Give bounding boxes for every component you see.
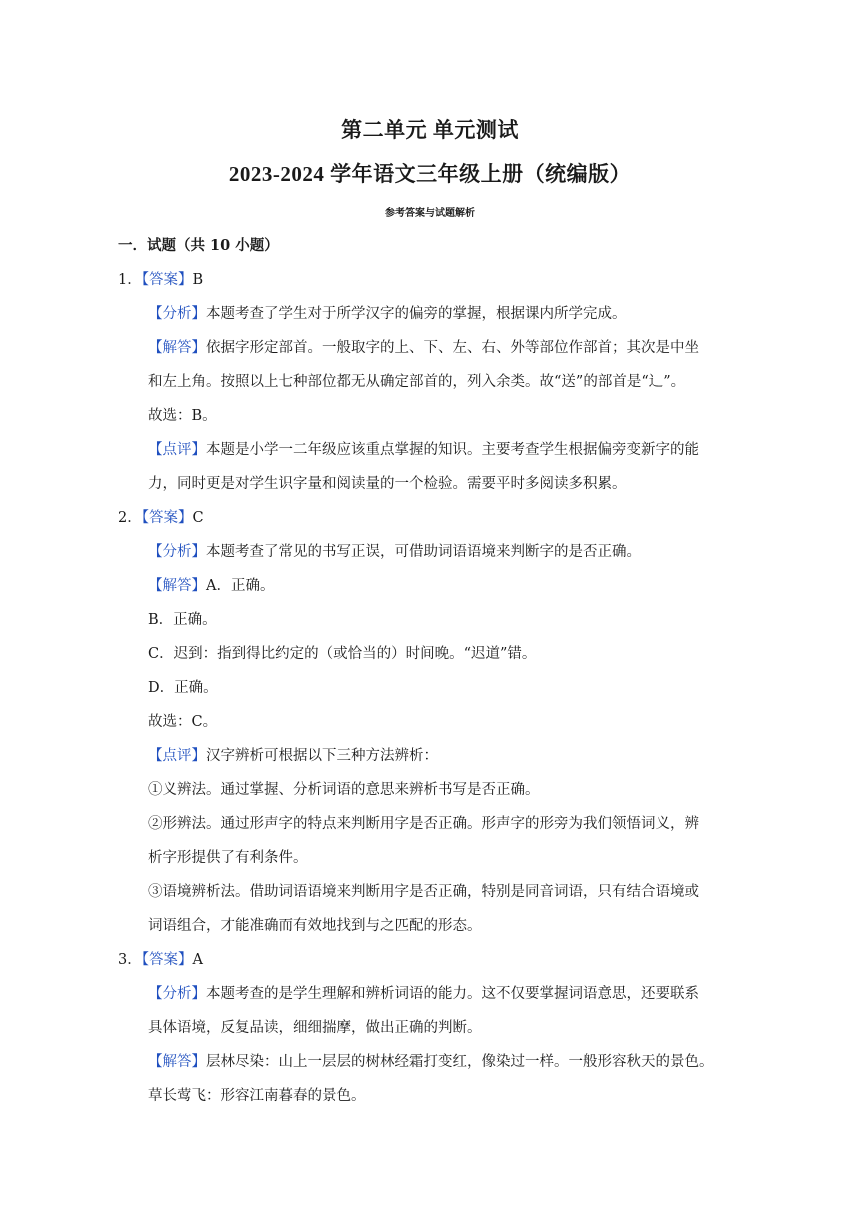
q3-analysis-line-2: 具体语境，反复品读，细细揣摩，做出正确的判断。 xyxy=(148,1020,482,1036)
q2-solution-line-4: D．正确。 xyxy=(148,680,218,696)
comment-tag: 【点评】 xyxy=(148,442,206,458)
q1-comment-line-1 xyxy=(148,440,699,460)
q2-solution-line-2: B．正确。 xyxy=(148,612,217,628)
q3-solution-line-1 xyxy=(148,1052,714,1072)
q2-number: 2． xyxy=(118,510,142,526)
q2-answer: C xyxy=(192,510,204,526)
solution-tag: 【解答】 xyxy=(148,1054,206,1070)
q1-comment-line-2: 力，同时更是对学生识字量和阅读量的一个检验。需要平时多阅读多积累。 xyxy=(148,476,627,492)
q2-answer-line xyxy=(118,508,204,528)
q1-analysis-text: 本题考查了学生对于所学汉字的偏旁的掌握，根据课内所学完成。 xyxy=(206,306,627,322)
q1-solution-text: 依据字形定部首。一般取字的上、下、左、右、外等部位作部首；其次是中坐 xyxy=(206,340,699,356)
q3-answer-line xyxy=(118,950,203,970)
q2-solution-text: A．正确。 xyxy=(206,578,275,594)
q2-comment-text: 汉字辨析可根据以下三种方法辨析： xyxy=(206,748,438,764)
q2-comment-line-6: 词语组合，才能准确而有效地找到与之匹配的形态。 xyxy=(148,918,482,934)
q3-answer: A xyxy=(192,952,203,968)
q1-analysis xyxy=(148,304,627,324)
q2-solution-line-1 xyxy=(148,576,274,596)
q1-comment-text: 本题是小学一二年级应该重点掌握的知识。主要考查学生根据偏旁变新字的能 xyxy=(206,442,699,458)
q2-comment-line-2: ①义辨法。通过掌握、分析词语的意思来辨析书写是否正确。 xyxy=(148,782,540,798)
comment-tag: 【点评】 xyxy=(148,748,206,764)
answer-tag: 【答案】 xyxy=(141,272,193,288)
q1-answer: B xyxy=(192,272,204,288)
q2-analysis xyxy=(148,542,641,562)
answer-key-caption: 参考答案与试题解析 xyxy=(385,208,475,219)
q1-answer-line xyxy=(118,270,203,290)
solution-tag: 【解答】 xyxy=(148,340,206,356)
document-title: 第二单元 单元测试 xyxy=(341,118,519,142)
answer-tag: 【答案】 xyxy=(141,952,193,968)
q3-analysis-line-1 xyxy=(148,984,699,1004)
q3-solution-text: 层林尽染：山上一层层的树林经霜打变红，像染过一样。一般形容秋天的景色。 xyxy=(206,1054,714,1070)
q3-solution-line-2: 草长莺飞：形容江南暮春的景色。 xyxy=(148,1088,366,1104)
q3-number: 3． xyxy=(118,952,142,968)
q2-analysis-text: 本题考查了常见的书写正误，可借助词语语境来判断字的是否正确。 xyxy=(206,544,641,560)
document-subtitle: 2023-2024 学年语文三年级上册（统编版） xyxy=(228,162,632,186)
q2-solution-line-5: 故选：C。 xyxy=(148,714,218,730)
analysis-tag: 【分析】 xyxy=(148,306,206,322)
q1-solution-line-3: 故选：B。 xyxy=(148,408,217,424)
q2-comment-line-3: ②形辨法。通过形声字的特点来判断用字是否正确。形声字的形旁为我们领悟词义，辨 xyxy=(148,816,699,832)
q1-solution-line-2: 和左上角。按照以上七种部位都无从确定部首的，列入余类。故“送”的部首是“辶”。 xyxy=(148,374,686,390)
q2-comment-line-4: 析字形提供了有利条件。 xyxy=(148,850,308,866)
q2-solution-line-3: C．迟到：指到得比约定的（或恰当的）时间晚。“迟道”错。 xyxy=(148,646,537,662)
answer-tag: 【答案】 xyxy=(141,510,193,526)
q3-analysis-text: 本题考查的是学生理解和辨析词语的能力。这不仅要掌握词语意思，还要联系 xyxy=(206,986,699,1002)
analysis-tag: 【分析】 xyxy=(148,986,206,1002)
q2-comment-line-5: ③语境辨析法。借助词语语境来判断用字是否正确，特别是同音词语，只有结合语境或 xyxy=(148,884,699,900)
q2-comment-line-1 xyxy=(148,746,438,766)
q1-number: 1． xyxy=(118,272,142,288)
q1-solution-line-1 xyxy=(148,338,699,358)
analysis-tag: 【分析】 xyxy=(148,544,206,560)
section-heading: 一．试题（共 10 小题） xyxy=(118,237,279,254)
solution-tag: 【解答】 xyxy=(148,578,206,594)
